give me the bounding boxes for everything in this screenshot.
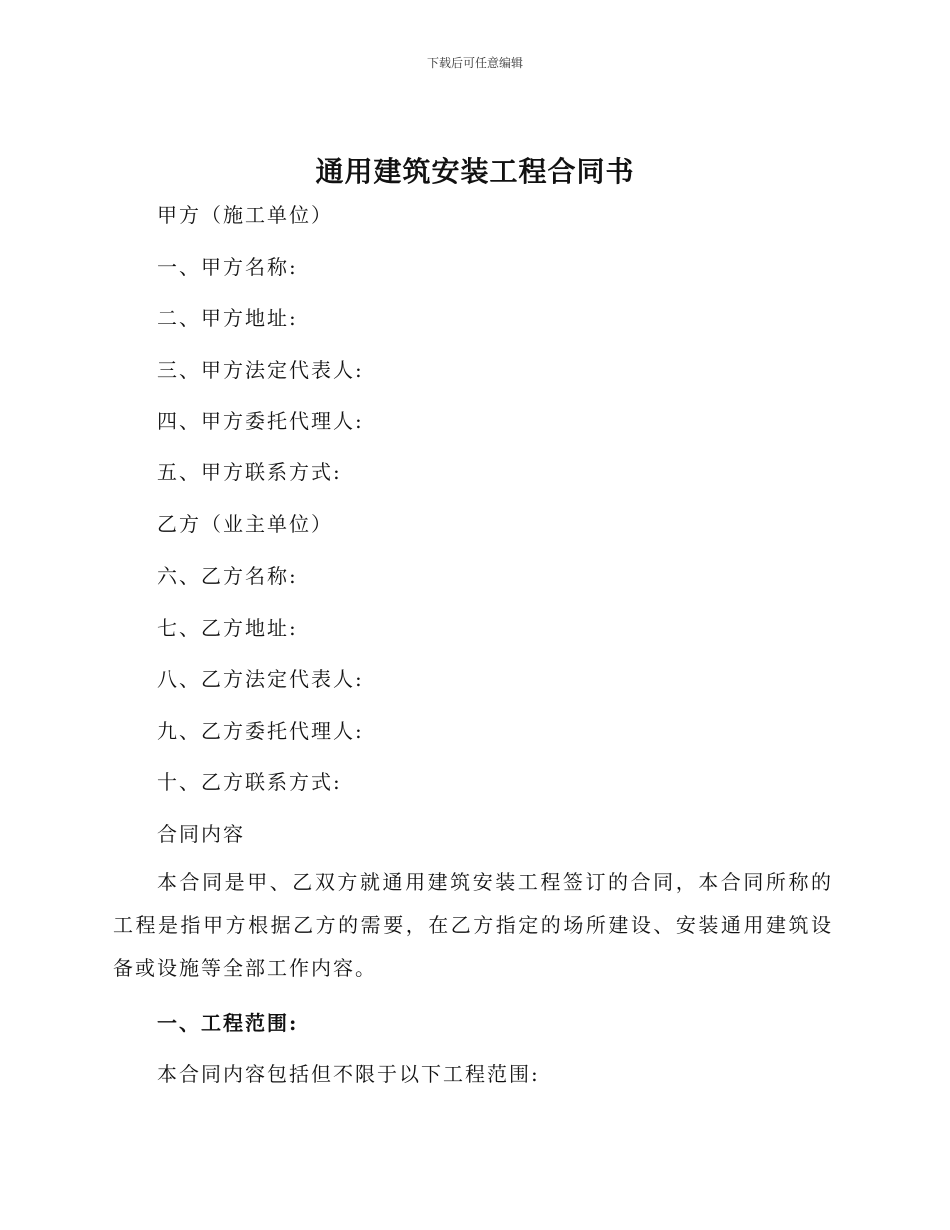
party-a-heading: 甲方（施工单位） [157,203,333,227]
section-1-text: 本合同内容包括但不限于以下工程范围: [157,1062,540,1086]
party-a-name-label: 一、甲方名称: [157,255,298,279]
party-b-address-label: 七、乙方地址: [157,616,298,640]
party-b-contact-label: 十、乙方联系方式: [157,770,342,794]
party-b-heading: 乙方（业主单位） [157,512,333,536]
party-a-agent-label: 四、甲方委托代理人: [157,409,364,433]
contract-intro-paragraph: 本合同是甲、乙双方就通用建筑安装工程签订的合同，本合同所称的工程是指甲方根据乙方的需要，在乙方指定的场所建设、安装通用建筑设备或设施等全部工作内容。 [113,870,833,980]
party-a-legal-rep-label: 三、甲方法定代表人: [157,358,364,382]
header-note: 下载后可任意编辑 [426,56,523,70]
party-b-name-label: 六、乙方名称: [157,564,298,588]
party-a-contact-label: 五、甲方联系方式: [157,460,342,484]
party-a-address-label: 二、甲方地址: [157,306,298,330]
document-title: 通用建筑安装工程合同书 [315,155,635,188]
party-b-agent-label: 九、乙方委托代理人: [157,719,364,743]
party-b-legal-rep-label: 八、乙方法定代表人: [157,667,364,691]
contract-content-heading: 合同内容 [157,822,245,846]
section-1-heading: 一、工程范围: [157,1011,299,1035]
